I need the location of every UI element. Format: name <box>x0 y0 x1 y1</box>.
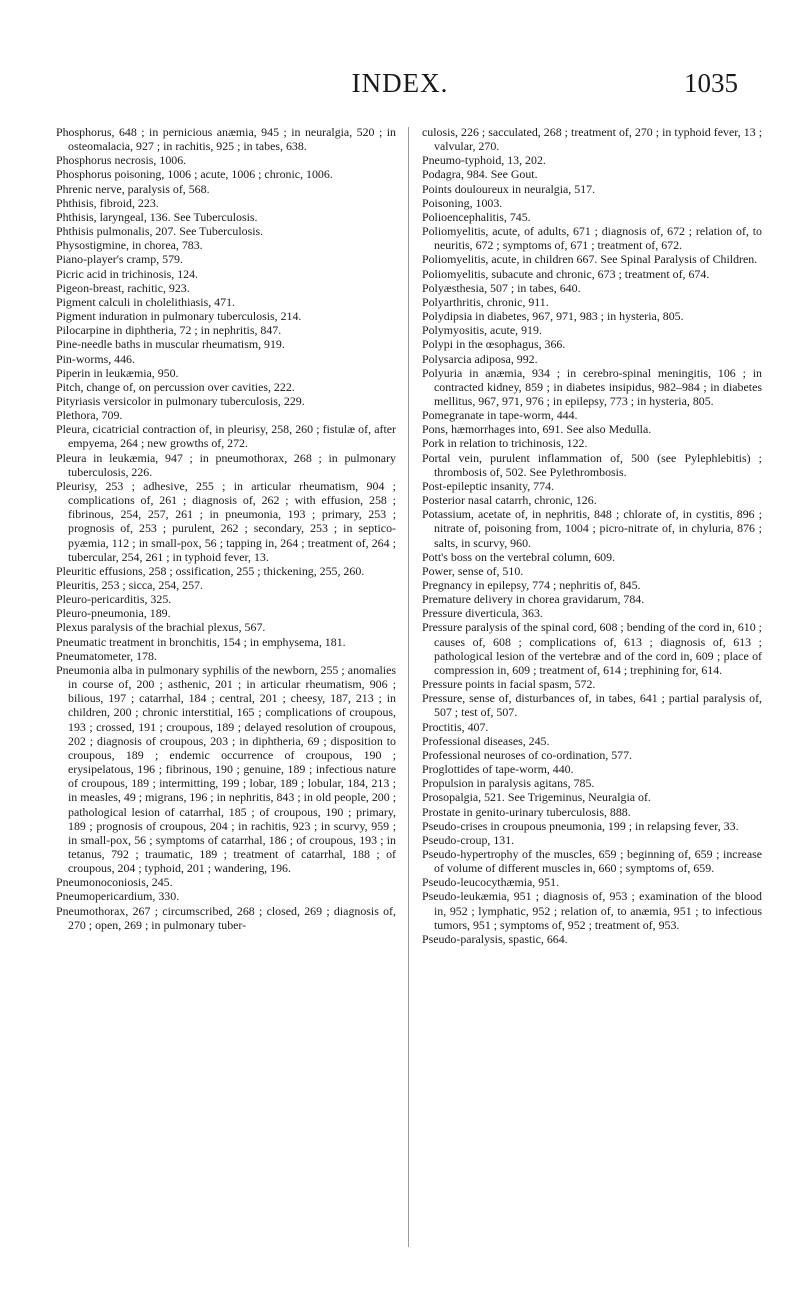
index-entry: Phosphorus, 648 ; in pernicious anæmia, 945 ; in neuralgia, 520 ; in osteomalacia, 927 ; in rachitis, 925 ; in tabes, 638. <box>56 125 396 154</box>
index-entry: Polydipsia in diabetes, 967, 971, 983 ; in hysteria, 805. <box>422 309 684 324</box>
index-entry: Pleurisy, 253 ; adhesive, 255 ; in articular rheumatism, 904 ; complications of, 261 ; diagnosis of, 262 ; with effusion, 258 ; fibrinous, 254, 257, 261 ; in pneumonia, 193 ; primary, 253 ; prognosis of, 253 ; purulent, 262 ; secondary, 253 ; in septico-pyæmia, 112 ; in small-pox, 56 ; tapping in, 264 ; treatment of, 264 ; tubercular, 254, 261 ; in typhoid fever, 13. <box>56 478 396 564</box>
index-entry: Pseudo-paralysis, spastic, 664. <box>422 931 568 946</box>
index-entry: Phthisis, fibroid, 223. <box>56 195 159 210</box>
index-entry: Professional diseases, 245. <box>422 733 550 748</box>
index-entry: Pine-needle baths in muscular rheumatism, 919. <box>56 337 285 352</box>
index-entry: Pons, hæmorrhages into, 691. See also Medulla. <box>422 422 652 437</box>
index-entry: Pork in relation to trichinosis, 122. <box>422 436 588 451</box>
index-entry: Poliomyelitis, acute, in children 667. See Spinal Paralysis of Children. <box>422 252 758 267</box>
index-entry: Pleuritis, 253 ; sicca, 254, 257. <box>56 578 203 592</box>
index-entry: Pseudo-crises in croupous pneumonia, 199 ; in relapsing fever, 33. <box>422 818 739 833</box>
index-entry: Pseudo-leucocythæmia, 951. <box>422 875 560 890</box>
index-entry: Polyarthritis, chronic, 911. <box>422 294 549 309</box>
index-entry: Pin-worms, 446. <box>56 351 135 366</box>
index-entry: Pleuro-pericarditis, 325. <box>56 592 172 607</box>
index-entry: Power, sense of, 510. <box>422 563 524 578</box>
index-entry: Polysarcia adiposa, 992. <box>422 351 538 366</box>
index-entry: Post-epileptic insanity, 774. <box>422 478 554 493</box>
index-entry: Phosphorus necrosis, 1006. <box>56 153 187 168</box>
index-entry: Pneumothorax, 267 ; circumscribed, 268 ; closed, 269 ; diagnosis of, 270 ; open, 269 ; in pulmonary tuber- <box>56 903 396 932</box>
index-entry: Podagra, 984. See Gout. <box>422 167 538 182</box>
index-columns <box>56 125 762 1285</box>
index-entry: Polyæsthesia, 507 ; in tabes, 640. <box>422 280 581 295</box>
index-entry: Pneumatic treatment in bronchitis, 154 ; in emphysema, 181. <box>56 634 346 649</box>
index-entry: culosis, 226 ; sacculated, 268 ; treatment of, 270 ; in typhoid fever, 13 ; valvular, 270. <box>422 125 762 154</box>
index-entry: Poisoning, 1003. <box>422 195 503 210</box>
index-entry: Pigment calculi in cholelithiasis, 471. <box>56 294 235 309</box>
index-entry: Prostate in genito-urinary tuberculosis, 888. <box>422 804 631 819</box>
index-entry: Polyuria in anæmia, 934 ; in cerebro-spinal meningitis, 106 ; in contracted kidney, 859 ; in diabetes insipidus, 982–984 ; in diabetes mellitus, 967, 971, 976 ; in epilepsy, 773 ; in hysteria, 805. <box>422 365 762 408</box>
index-entry: Pitch, change of, on percussion over cavities, 222. <box>56 379 295 394</box>
index-entry: Pseudo-hypertrophy of the muscles, 659 ; beginning of, 659 ; increase of volume of different muscles in, 660 ; symptoms of, 659. <box>422 846 762 876</box>
index-entry: Professional neuroses of co-ordination, 577. <box>422 747 633 762</box>
index-entry: Phthisis pulmonalis, 207. See Tuberculosis. <box>56 224 264 239</box>
index-entry: Proglottides of tape-worm, 440. <box>422 762 574 777</box>
index-entry: Potassium, acetate of, in nephritis, 848 ; chlorate of, in cystitis, 896 ; nitrate of, poisoning from, 1004 ; picro-nitrate of, in chyluria, 876 ; salts, in scurvy, 960. <box>422 507 762 550</box>
index-entry: Pressure diverticula, 363. <box>422 606 543 621</box>
index-entry: Picric acid in trichinosis, 124. <box>56 266 199 281</box>
index-entry: Pleuritic effusions, 258 ; ossification, 255 ; thickening, 255, 260. <box>56 563 365 578</box>
index-entry: Pneumatometer, 178. <box>56 648 157 663</box>
index-entry: Plethora, 709. <box>56 408 123 423</box>
index-entry: Physostigmine, in chorea, 783. <box>56 238 203 253</box>
index-entry: Pressure paralysis of the spinal cord, 608 ; bending of the cord in, 610 ; causes of, 608 ; complications of, 613 ; diagnosis of, 613 ; pathological lesion of the vertebræ and of the cord in, 609 ; place of compression in, 609 ; treatment of, 614 ; trephining for, 614. <box>422 620 762 677</box>
index-entry: Poliomyelitis, acute, of adults, 671 ; diagnosis of, 672 ; relation of, to neuritis, 672 ; symptoms of, 671 ; treatment of, 672. <box>422 224 762 253</box>
index-entry: Pseudo-croup, 131. <box>422 832 515 847</box>
index-entry: Polioencephalitis, 745. <box>422 209 531 224</box>
index-entry: Pilocarpine in diphtheria, 72 ; in nephritis, 847. <box>56 323 282 338</box>
index-entry: Pleuro-pneumonia, 189. <box>56 606 171 621</box>
index-entry: Plexus paralysis of the brachial plexus, 567. <box>56 620 266 635</box>
index-entry: Portal vein, purulent inflammation of, 500 (see Pylephlebitis) ; thrombosis of, 502. See Pylethrombosis. <box>422 450 762 479</box>
page-number: 1035 <box>684 68 738 98</box>
index-entry: Prosopalgia, 521. See Trigeminus, Neuralgia of. <box>422 790 651 805</box>
index-entry: Pseudo-leukæmia, 951 ; diagnosis of, 953 ; examination of the blood in, 952 ; lymphatic, 952 ; relation of, to anæmia, 951 ; to infectious tumors, 951 ; symptoms of, 952 ; treatment of, 953. <box>422 889 762 932</box>
index-entry: Piperin in leukæmia, 950. <box>56 365 179 380</box>
index-entry: Phrenic nerve, paralysis of, 568. <box>56 181 210 196</box>
index-entry: Pneumopericardium, 330. <box>56 889 180 904</box>
index-entry: Pigeon-breast, rachitic, 923. <box>56 280 190 295</box>
index-entry: Pregnancy in epilepsy, 774 ; nephritis of, 845. <box>422 578 641 592</box>
page-title: INDEX. <box>351 68 449 98</box>
index-entry: Pneumonia alba in pulmonary syphilis of the newborn, 255 ; anomalies in course of, 200 ; asthenic, 201 ; in articular rheumatism, 906 ; bilious, 197 ; catarrhal, 184 ; central, 201 ; cheesy, 187, 213 ; in children, 200 ; chronic interstitial, 165 ; complications of croupous, 193 ; crossed, 191 ; croupous, 189 ; delayed resolution of croupous, 202 ; diagnosis of croupous, 203 ; in diphtheria, 69 ; disposition to croupous, 189 ; endemic occurrence of croupous, 190 ; erysipelatous, 196 ; fibrinous, 190 ; genuine, 189 ; infectious nature of croupous, 189 ; intermitting, 199 ; lobar, 189 ; lobular, 184, 213 ; in measles, 49 ; migrans, 196 ; in nephritis, 843 ; in old people, 200 ; pathological lesion of catarrhal, 185 ; of croupous, 190 ; primary, 189 ; prognosis of croupous, 204 ; in rachitis, 923 ; in scurvy, 959 ; in small-pox, 56 ; symptoms of catarrhal, 186 ; of croupous, 193 ; in tetanus, 792 ; traumatic, 189 ; treatment of catarrhal, 188 ; of croupous, 204 ; typhoid, 201 ; wandering, 196. <box>56 662 396 876</box>
index-entry: Poliomyelitis, subacute and chronic, 673 ; treatment of, 674. <box>422 266 710 281</box>
index-entry: Pressure points in facial spasm, 572. <box>422 677 596 692</box>
index-entry: Phosphorus poisoning, 1006 ; acute, 1006 ; chronic, 1006. <box>56 167 333 182</box>
page-header <box>0 68 800 108</box>
left-column <box>56 125 396 932</box>
index-entry: Pneumo-typhoid, 13, 202. <box>422 153 546 168</box>
index-entry: Polymyositis, acute, 919. <box>422 323 542 338</box>
index-entry: Piano-player's cramp, 579. <box>56 252 183 267</box>
index-entry: Points douloureux in neuralgia, 517. <box>422 181 596 196</box>
column-divider <box>408 127 409 1247</box>
index-entry: Pigment induration in pulmonary tuberculosis, 214. <box>56 309 302 324</box>
right-column <box>422 125 762 946</box>
index-entry: Pott's boss on the vertebral column, 609. <box>422 549 616 564</box>
index-entry: Phthisis, laryngeal, 136. See Tuberculosis. <box>56 209 258 224</box>
index-entry: Pleura in leukæmia, 947 ; in pneumothorax, 268 ; in pulmonary tuberculosis, 226. <box>56 450 396 479</box>
index-entry: Posterior nasal catarrh, chronic, 126. <box>422 493 597 508</box>
index-entry: Pityriasis versicolor in pulmonary tuberculosis, 229. <box>56 393 305 408</box>
index-entry: Propulsion in paralysis agitans, 785. <box>422 776 595 791</box>
index-entry: Proctitis, 407. <box>422 719 489 734</box>
index-entry: Pleura, cicatricial contraction of, in pleurisy, 258, 260 ; fistulæ of, after empyema, 264 ; new growths of, 272. <box>56 422 396 451</box>
index-entry: Pomegranate in tape-worm, 444. <box>422 408 578 423</box>
index-entry: Pneumonoconiosis, 245. <box>56 875 173 890</box>
index-entry: Polypi in the œsophagus, 366. <box>422 337 566 352</box>
index-entry: Premature delivery in chorea gravidarum, 784. <box>422 592 645 607</box>
index-entry: Pressure, sense of, disturbances of, in tabes, 641 ; partial paralysis of, 507 ; test of, 507. <box>422 691 762 720</box>
